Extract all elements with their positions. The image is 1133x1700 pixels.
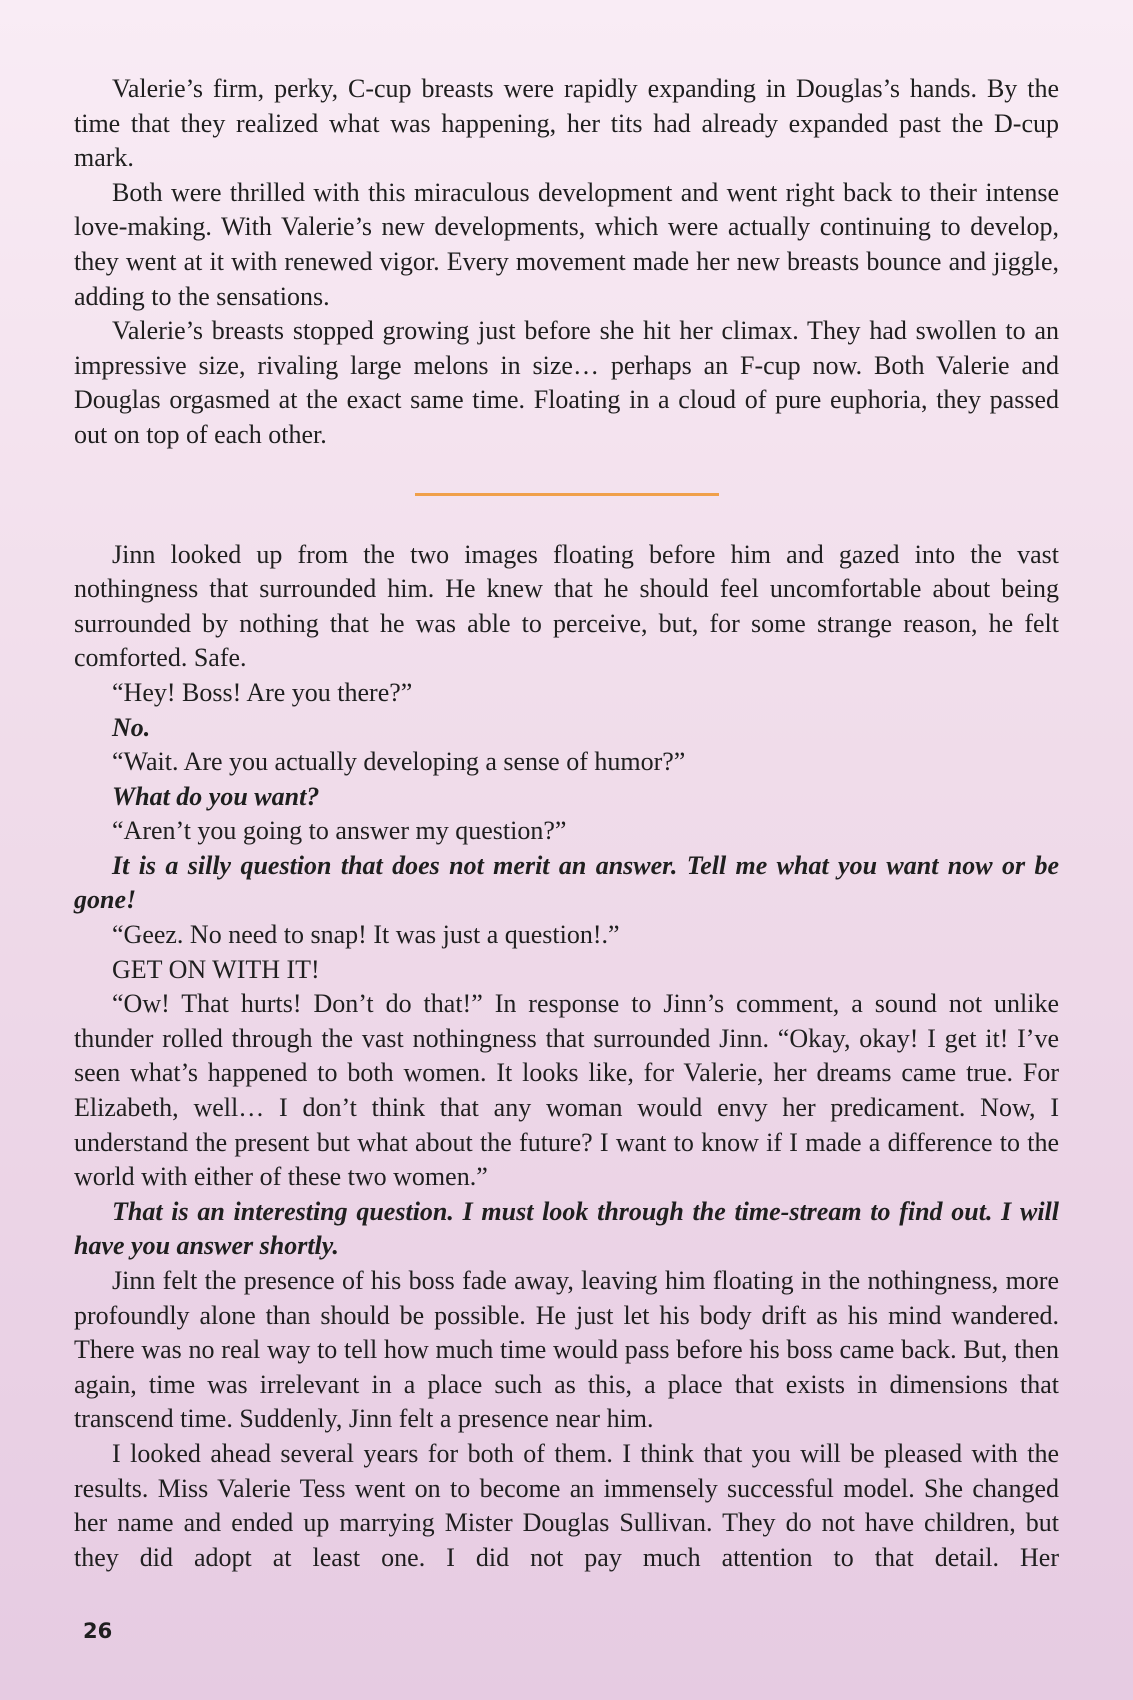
page-body (74, 72, 1059, 1575)
paragraph: I looked ahead several years for both of them. I think that you will be pleased with the results. Miss Valerie Tess went on to become an immensely successful model. She changed her name and ended up marrying Mister Douglas Sullivan. They do not have children, but they did adopt at least one. I did not pay much attention to that detail. Her (74, 1438, 1059, 1572)
boss-dialogue-line: No. (112, 712, 151, 742)
paragraph: Both were thrilled with this miraculous development and went right back to their intense love-making. With Valerie’s new developments, which were actually continuing to develop, they went at it with renewed vigor. Every movement made her new breasts bounce and jiggle, adding to the sensations. (74, 177, 1059, 311)
dialogue-line: “Hey! Boss! Are you there?” (112, 677, 413, 707)
dialogue-line: “Geez. No need to snap! It was just a question!.” (112, 920, 620, 950)
boss-dialogue-line: What do you want? (112, 781, 320, 811)
paragraph: Jinn felt the presence of his boss fade away, leaving him floating in the nothingness, more profoundly alone than should be possible. He just let his body drift as his mind wandered. There was no real way to tell how much time would pass before his boss came back. But, then again, time was irrelevant in a place such as this, a place that exists in dimensions that transcend time. Suddenly, Jinn felt a presence near him. (74, 1266, 1059, 1434)
page-number: 26 (83, 1619, 113, 1643)
paragraph: Valerie’s firm, perky, C-cup breasts were rapidly expanding in Douglas’s hands. By the time that they realized what was happening, her tits had already expanded past the D-cup mark. (74, 74, 1059, 173)
dialogue-line: “Wait. Are you actually developing a sense of humor?” (112, 747, 686, 777)
paragraph: Valerie’s breasts stopped growing just before she hit her climax. They had swollen to an impressive size, rivaling large melons in size… perhaps an F-cup now. Both Valerie and Douglas orgasmed at the exact same time. Floating in a cloud of pure euphoria, they passed out on top of each other. (74, 316, 1059, 449)
dialogue-line: “Aren’t you going to answer my question?” (112, 816, 567, 846)
section-divider (415, 493, 719, 496)
boss-dialogue-line: It is a silly question that does not merit an answer. Tell me what you want now or be gone! (74, 850, 1059, 915)
paragraph: “Ow! That hurts! Don’t do that!” In response to Jinn’s comment, a sound not unlike thunder rolled through the vast nothingness that surrounded Jinn. “Okay, okay! I get it! I’ve seen what’s happened to both women. It looks like, for Valerie, her dreams came true. For Elizabeth, well… I don’t think that any woman would envy her predicament. Now, I understand the present but what about the future? I want to know if I made a difference to the world with either of these two women.” (74, 989, 1059, 1192)
boss-dialogue-line: That is an interesting question. I must look through the time-stream to find out. I will have you answer shortly. (74, 1196, 1059, 1261)
paragraph: Jinn looked up from the two images floating before him and gazed into the vast nothingness that surrounded him. He knew that he should feel uncomfortable about being surrounded by nothing that he was able to perceive, but, for some strange reason, he felt comforted. Safe. (74, 539, 1059, 673)
dialogue-line: GET ON WITH IT! (112, 954, 320, 984)
